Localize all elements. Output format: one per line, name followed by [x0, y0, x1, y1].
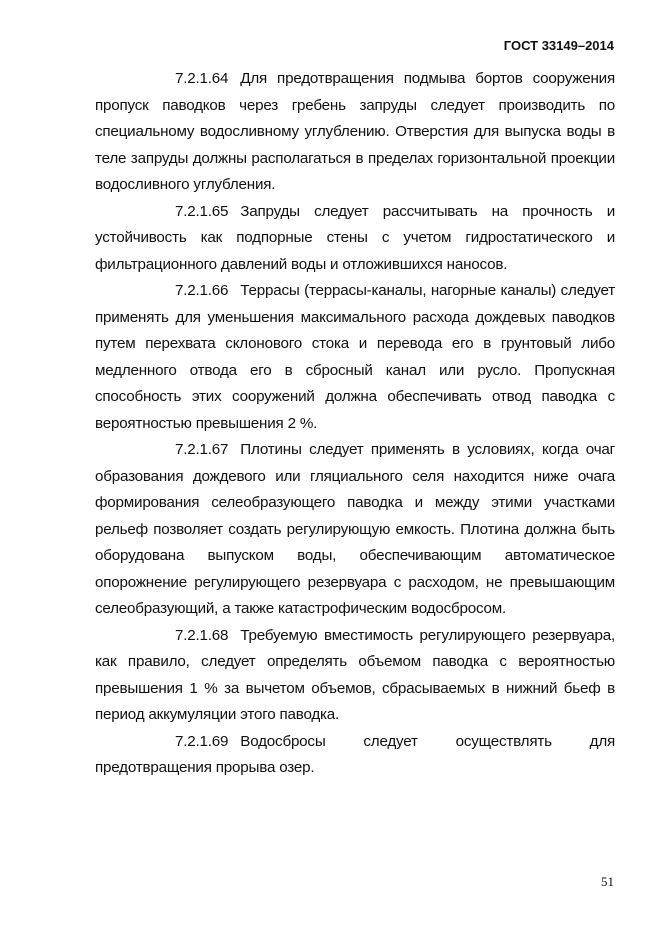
- document-body: [95, 66, 615, 782]
- page-number: 51: [601, 874, 614, 889]
- clause-text: Плотины следует применять в условиях, когда очаг образования дождевого или гляциального селя находится ниже очага формирования селеобразующего паводка и между этими участками рельеф позволяет создать регулирующую емкость. Плотина должна быть оборудована выпуском воды, обеспечивающим автоматическое опорожнение регулирующего резервуара с расходом, не превышающим селеобразующий, а также катастрофическим водосбросом.: [95, 441, 615, 617]
- paragraph-7-2-1-64: [95, 66, 615, 199]
- clause-number: 7.2.1.64: [175, 70, 229, 87]
- clause-number: 7.2.1.65: [175, 202, 229, 220]
- clause-number: 7.2.1.67: [175, 441, 229, 458]
- standard-header: ГОСТ 33149–2014: [503, 38, 614, 53]
- clause-number: 7.2.1.68: [175, 626, 229, 644]
- paragraph-7-2-1-68: [95, 623, 615, 729]
- clause-text: Для предотвращения подмыва бортов сооружения пропуск паводков через гребень запруды следует производить по специальному водосливному углублению. Отверстия для выпуска воды в теле запруды должны располагаться в пределах горизонтальной проекции водосливного углубления.: [95, 70, 615, 193]
- clause-text: Запруды следует рассчитывать на прочность и устойчивость как подпорные стены с учетом гидростатического и фильтрационного давлений воды и отложившихся наносов.: [95, 202, 615, 273]
- paragraph-7-2-1-66: [95, 278, 615, 437]
- paragraph-7-2-1-67: [95, 437, 615, 623]
- clause-text: Требуемую вместимость регулирующего резервуара, как правило, следует определять объемом паводка с вероятностью превышения 1 % за вычетом объемов, сбрасываемых в нижний бьеф в период аккумуляции этого паводка.: [95, 626, 615, 723]
- clause-number: 7.2.1.66: [175, 282, 229, 299]
- paragraph-7-2-1-69: [95, 729, 615, 782]
- clause-number: 7.2.1.69: [175, 732, 229, 750]
- clause-text: Водосбросы следует осуществлять для предотвращения прорыва озер.: [95, 732, 615, 776]
- clause-text: Террасы (террасы-каналы, нагорные каналы) следует применять для уменьшения максимального расхода дождевых паводков путем перехвата склонового стока и перевода его в грунтовый либо медленного отвода его в сбросный канал или русло. Пропускная способность этих сооружений должна обеспечивать отвод паводка с вероятностью превышения 2 %.: [95, 282, 615, 432]
- paragraph-7-2-1-65: [95, 199, 615, 279]
